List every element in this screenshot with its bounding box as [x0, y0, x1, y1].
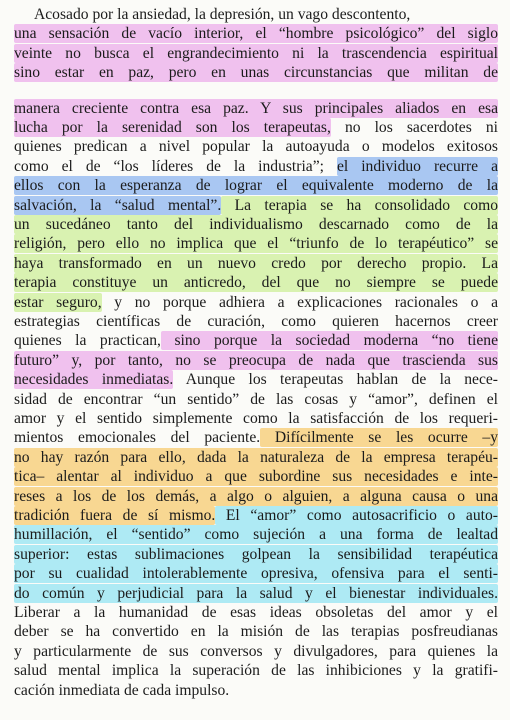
- text-line: [14, 544, 498, 565]
- highlighted-text-white: deber se ha convertido en la misión de las terapias posfreudianas: [14, 623, 498, 641]
- highlighted-text-cyan: El “amor” como autosacrificio o auto-: [215, 507, 498, 524]
- text-line: [14, 272, 498, 293]
- highlighted-text-cyan: superior: estas sublimaciones golpean la sensibilidad terapéutica: [14, 545, 498, 563]
- text-line: [14, 350, 498, 371]
- highlighted-text-white: salud mental implica la superación de las inhibiciones y la gratifi-: [14, 662, 498, 680]
- text-line: [14, 602, 498, 623]
- text-line: [14, 408, 498, 429]
- highlighted-text-cyan: por su cualidad intolerablemente opresiva, ofensiva para el senti-: [14, 565, 498, 583]
- text-line: [14, 23, 498, 44]
- highlighted-text-white: quienes la practican,: [14, 332, 161, 350]
- text-line: [14, 311, 498, 332]
- highlighted-text-orange: no hay razón para ello, dada la naturaleza de la empresa terapéu-: [14, 448, 498, 466]
- text-line: [14, 505, 498, 526]
- highlighted-text-white: y particularmente de sus conversos y divulgadores, para quienes la: [14, 642, 498, 660]
- text-line: [14, 214, 498, 235]
- highlighted-text-white: no los sacerdotes ni: [330, 119, 498, 136]
- text-line: [14, 175, 498, 196]
- text-line: [14, 524, 498, 545]
- text-line: [14, 466, 498, 487]
- text-line: [14, 369, 498, 390]
- highlighted-text-white: amor y el sentido simplemente como la satisfacción de los requeri-: [14, 410, 498, 427]
- text-line: [14, 563, 498, 584]
- highlighted-text-pink: veinte no busca el engrandecimiento ni la trascendencia espiritual: [14, 44, 498, 62]
- highlighted-text-orange: tica– alentar al individuo a que subordine sus necesidades e inte-: [14, 468, 498, 486]
- highlighted-text-blue: salvación, la “salud mental”.: [14, 196, 222, 214]
- text-line: [14, 98, 498, 119]
- highlighted-text-white: cación inmediata de cada impulso.: [14, 681, 230, 699]
- highlighted-text-pink: sino porque la sociedad moderna “no tiene: [160, 332, 498, 350]
- text-line: [14, 233, 498, 254]
- highlighted-text-white: Acosado por la ansiedad, la depresión, un vago descontento,: [34, 6, 411, 23]
- text-line: [14, 660, 498, 681]
- highlighted-text-pink: sino estar en paz, pero en unas circunstancias que militan de: [14, 64, 498, 82]
- text-line: [14, 62, 498, 83]
- highlighted-text-pink: una sensación de vacío interior, el “hombre psicológico” del siglo: [14, 25, 498, 43]
- highlighted-text-pink: manera creciente contra esa paz. Y sus principales aliados en esa: [14, 99, 498, 117]
- text-line: [14, 447, 498, 468]
- highlighted-text-white: mientos emocionales del paciente.: [14, 429, 261, 447]
- text-line: [14, 583, 498, 604]
- text-line: [14, 389, 498, 410]
- highlighted-text-green: La terapia se ha consolidado como: [221, 196, 498, 214]
- highlighted-text-green: un sucedáneo tanto del individualismo descarnado como de la: [14, 216, 498, 233]
- text-line: [14, 136, 498, 157]
- highlighted-text-cyan: humillación, el “sentido” como sujeción a una forma de lealtad: [14, 526, 498, 544]
- highlighted-text-orange: Difícilmente se les ocurre –y: [260, 429, 498, 447]
- highlighted-text-pink: futuro” y, por tanto, no se preocupa de nada que trascienda sus: [14, 351, 498, 369]
- text-line: [14, 427, 498, 448]
- text-line: [14, 641, 498, 662]
- highlighted-text-orange: reses a los de los demás, a algo o alguien, a alguna causa o una: [14, 487, 498, 505]
- highlighted-text-white: Liberar a la humanidad de esas ideas obsoletas del amor y el: [14, 604, 498, 621]
- text-line: [14, 43, 498, 64]
- highlighted-text-white: sidad de encontrar “un sentido” de las cosas y “amor”, definen el: [14, 390, 498, 408]
- highlighted-text-orange: tradición fuera de sí mismo.: [14, 507, 216, 524]
- highlighted-text-pink: necesidades inmediatas.: [14, 371, 174, 389]
- highlighted-text-white: quienes predican a nivel popular la autoayuda o modelos exitosos: [14, 138, 498, 156]
- highlighted-text-white: Aunque los terapeutas hablan de la nece-: [173, 371, 498, 389]
- text-line: [14, 117, 498, 138]
- highlighted-text-green: estar seguro,: [14, 293, 102, 311]
- highlighted-text-green: haya transformado en un nuevo credo por derecho propio. La: [14, 254, 498, 272]
- text-line: [14, 292, 498, 313]
- text-line: [14, 621, 498, 642]
- highlighted-text-blue: el individuo recurre a: [336, 157, 498, 175]
- text-line: [14, 4, 498, 25]
- highlighted-text-pink: lucha por la serenidad son los terapeutas,: [14, 119, 331, 136]
- text-line: [14, 330, 498, 351]
- text-line: [14, 156, 498, 177]
- text-line: [14, 253, 498, 274]
- highlighted-text-white: estrategias científicas de curación, como quieren hacernos creer: [14, 313, 498, 330]
- text-line: [14, 195, 498, 216]
- text-line: [14, 680, 498, 701]
- highlighted-text-green: religión, pero ello no implica que el “triunfo de lo terapéutico” se: [14, 235, 498, 253]
- highlighted-text-white: y no porque adhiera a explicaciones racionales o a: [101, 293, 498, 311]
- highlighted-text-cyan: do común y perjudicial para la salud y el bienestar individuales.: [14, 584, 498, 602]
- text-line: [14, 486, 498, 507]
- highlighted-text-green: terapia constituye un anticredo, del que no siempre se puede: [14, 274, 498, 292]
- highlighted-text-white: como el de “los líderes de la industria”;: [14, 157, 337, 175]
- highlighted-text-blue: ellos con la esperanza de lograr el equivalente moderno de la: [14, 177, 498, 195]
